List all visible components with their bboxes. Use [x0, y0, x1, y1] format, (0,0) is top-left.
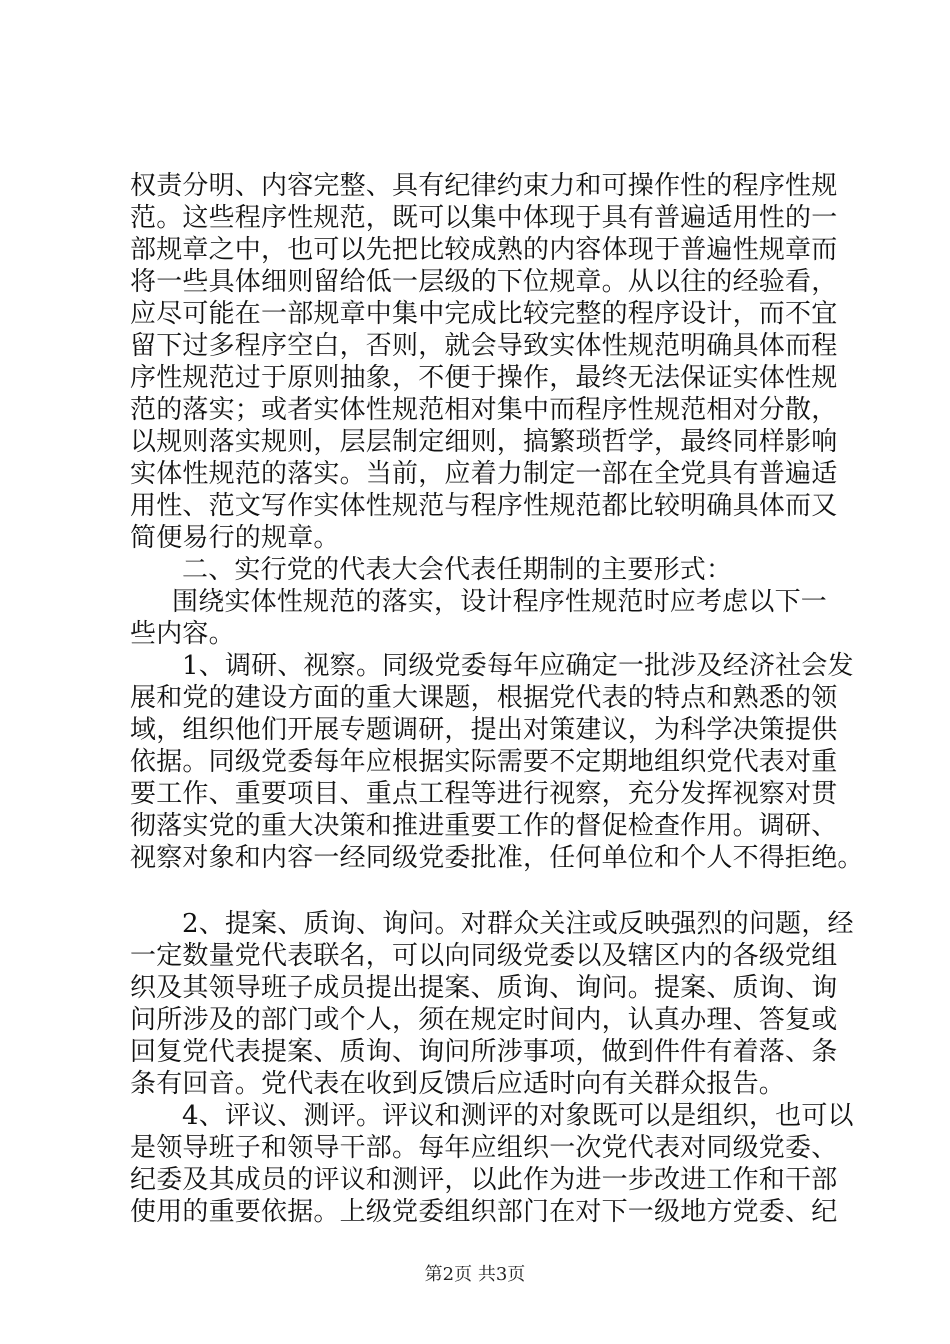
- text-line: 序性规范过于原则抽象，不便于操作，最终无法保证实体性规: [130, 363, 838, 393]
- text-line: 实体性规范的落实。当前，应着力制定一部在全党具有普遍适: [130, 459, 838, 489]
- text-line: 使用的重要依据。上级党委组织部门在对下一级地方党委、纪: [130, 1197, 838, 1227]
- text-line: 以规则落实规则，层层制定细则，搞繁琐哲学，最终同样影响: [130, 427, 838, 457]
- text-line: 应尽可能在一部规章中集中完成比较完整的程序设计，而不宜: [130, 299, 838, 329]
- section-heading: [130, 554, 830, 586]
- document-body: [130, 170, 864, 1228]
- text-line: 留下过多程序空白，否则，就会导致实体性规范明确具体而程: [130, 331, 838, 361]
- heading-line: 二、实行党的代表大会代表任期制的主要形式：: [182, 555, 733, 585]
- text-line: 纪委及其成员的评议和测评，以此作为进一步改进工作和干部: [130, 1165, 838, 1195]
- text-line: 围绕实体性规范的落实，设计程序性规范时应考虑以下一: [172, 587, 828, 617]
- text-line: 依据。同级党委每年应根据实际需要不定期地组织党代表对重: [130, 747, 838, 777]
- text-line: 4、评议、测评。评议和测评的对象既可以是组织，也可以: [182, 1101, 854, 1131]
- text-line: 是领导班子和领导干部。每年应组织一次党代表对同级党委、: [130, 1133, 838, 1163]
- text-line: 域，组织他们开展专题调研，提出对策建议，为科学决策提供: [130, 715, 838, 745]
- paragraph-intro: [130, 586, 830, 650]
- text-line: 视察对象和内容一经同级党委批准，任何单位和个人不得拒绝。: [130, 843, 864, 873]
- paragraph-item-2: [130, 908, 854, 1100]
- text-line: 2、提案、质询、询问。对群众关注或反映强烈的问题，经: [182, 909, 854, 939]
- paragraph-gap: [130, 874, 830, 908]
- text-line: 范。这些程序性规范，既可以集中体现于具有普遍适用性的一: [130, 203, 838, 233]
- text-line: 织及其领导班子成员提出提案、质询、询问。提案、质询、询: [130, 973, 838, 1003]
- text-line: 权责分明、内容完整、具有纪律约束力和可操作性的程序性规: [130, 171, 838, 201]
- text-line: 将一些具体细则留给低一层级的下位规章。从以往的经验看，: [130, 267, 838, 297]
- text-line: 回复党代表提案、质询、询问所涉事项，做到件件有着落、条: [130, 1037, 838, 1067]
- paragraph-item-1: [130, 650, 864, 874]
- text-line: 范的落实；或者实体性规范相对集中而程序性规范相对分散，: [130, 395, 838, 425]
- text-line: 些内容。: [130, 619, 235, 649]
- text-line: 要工作、重要项目、重点工程等进行视察，充分发挥视察对贯: [130, 779, 838, 809]
- text-line: 简便易行的规章。: [130, 523, 340, 553]
- text-line: 展和党的建设方面的重大课题，根据党代表的特点和熟悉的领: [130, 683, 838, 713]
- text-line: 一定数量党代表联名，可以向同级党委以及辖区内的各级党组: [130, 941, 838, 971]
- paragraph-item-4: [130, 1100, 854, 1228]
- text-line: 用性、范文写作实体性规范与程序性规范都比较明确具体而又: [130, 491, 838, 521]
- paragraph-continuation: [130, 170, 838, 554]
- text-line: 条有回音。党代表在收到反馈后应适时向有关群众报告。: [130, 1069, 786, 1099]
- text-line: 1、调研、视察。同级党委每年应确定一批涉及经济社会发: [182, 651, 854, 681]
- text-line: 问所涉及的部门或个人，须在规定时间内，认真办理、答复或: [130, 1005, 838, 1035]
- page-footer: 第2页 共3页: [424, 1264, 526, 1285]
- text-line: 彻落实党的重大决策和推进重要工作的督促检查作用。调研、: [130, 811, 838, 841]
- text-line: 部规章之中，也可以先把比较成熟的内容体现于普遍性规章而: [130, 235, 838, 265]
